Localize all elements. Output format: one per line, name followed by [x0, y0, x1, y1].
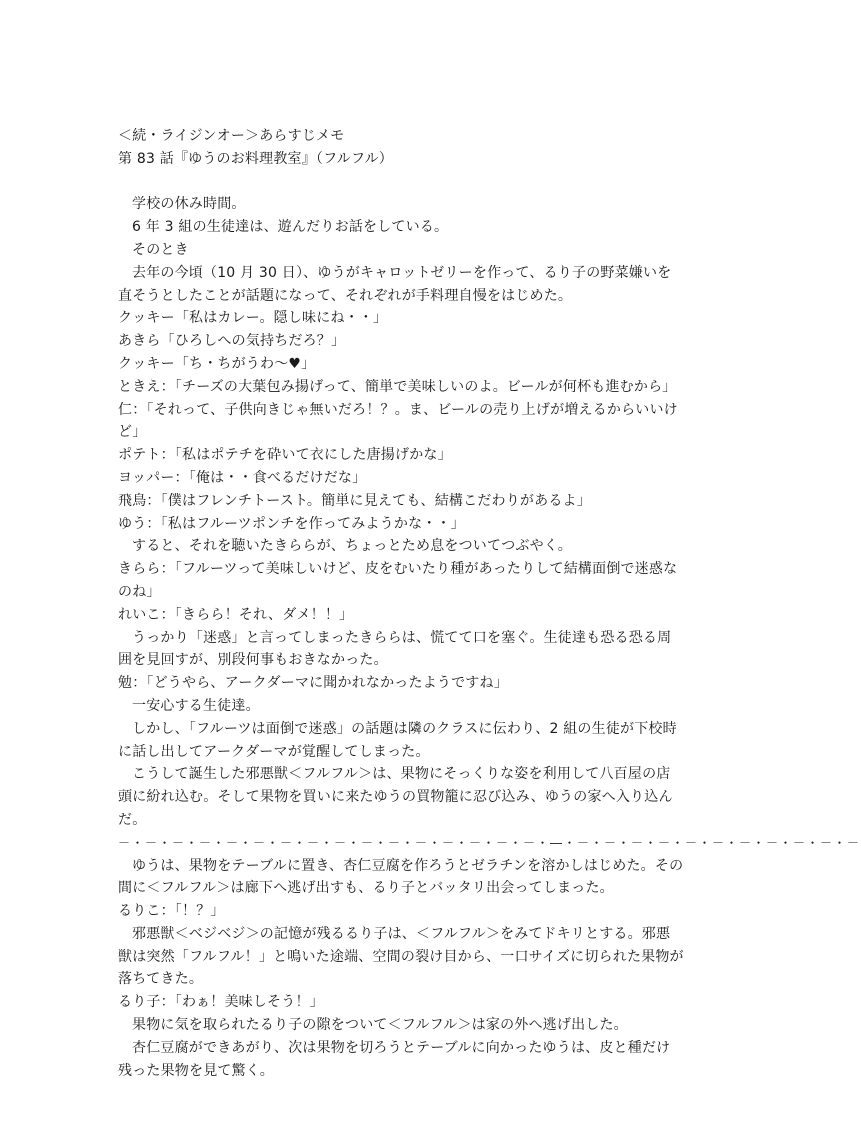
- paragraph: うっかり「迷惑」と言ってしまったきららは、慌てて口を塞ぐ。生徒達も恐る恐る周囲を見回すが、別段何事もおきなかった。: [118, 629, 672, 669]
- paragraph: 一安心する生徒達。: [132, 697, 260, 714]
- paragraph: 果物に気を取られたるり子の隙をついて＜フルフル＞は家の外へ逃げ出した。: [132, 1017, 628, 1034]
- paragraph: そのとき: [132, 241, 189, 258]
- paragraph: ゆうは、果物をテーブルに置き、杏仁豆腐を作ろうとゼラチンを溶かしはじめた。その間に＜フルフル＞は廊下へ逃げ出すも、るり子とバッタリ出会ってしまった。: [118, 857, 684, 897]
- paragraph: 杏仁豆腐ができあがり、次は果物を切ろうとテーブルに向かったゆうは、皮と種だけ残った果物を見て驚く。: [118, 1039, 671, 1079]
- paragraph: クッキー「私はカレー。隠し味にね・・」: [118, 310, 388, 327]
- paragraph: クッキー「ち・ちがうわ～♥」: [118, 355, 316, 372]
- paragraph: しかし、「フルーツは面倒で迷惑」の話題は隣のクラスに伝わり、2 組の生徒が下校時に話し出してアークダーマが覚醒してしまった。: [118, 720, 677, 760]
- document-title: ＜続・ライジンオー＞あらすじメモ: [118, 128, 345, 144]
- paragraph: 飛鳥：「僕はフレンチトースト。簡単に見えても、結構こだわりがあるよ」: [118, 492, 591, 509]
- paragraph: ヨッパー：「俺は・・食べるだけだな」: [118, 469, 367, 486]
- document-body: [118, 125, 861, 1082]
- paragraph: 仁：「それって、子供向きじゃ無いだろ！？。ま、ビールの売り上げが増えるからいいけど」: [118, 401, 678, 441]
- synopsis-section-1: [118, 193, 684, 831]
- paragraph: ときえ：「チーズの大葉包み揚げって、簡単で美味しいのよ。ビールが何杯も進むから」: [118, 378, 677, 395]
- section-divider: －・－・－・－・－・－・－・－・－・－・－・－・－・－・－・－・―・－・－・－・－・－・－・－・－・－・－・－: [118, 835, 861, 850]
- paragraph: 邪悪獣＜ベジベジ＞の記憶が残るるり子は、＜フルフル＞をみてドキリとする。邪悪獣は突然「フルフル！」と鳴いた途端、空間の裂け目から、一口サイズに切られた果物が落ちてきた。: [118, 925, 684, 988]
- paragraph: 学校の休み時間。: [132, 196, 246, 213]
- paragraph: きらら：「フルーツって美味しいけど、皮をむいたり種があったりして結構面倒で迷惑なのね」: [118, 561, 678, 600]
- blank-line: [118, 171, 684, 194]
- paragraph: ゆう：「私はフルーツポンチを作ってみようかな・・」: [118, 515, 465, 532]
- paragraph: こうして誕生した邪悪獣＜フルフル＞は、果物にそっくりな姿を利用して八百屋の店頭に紛れ込む。そして果物を買いに来たゆうの買物籠に忍び込み、ゆうの家へ入り込んだ。: [118, 766, 673, 828]
- episode-heading: 第 83 話『ゆうのお料理教室』（フルフル）: [118, 150, 393, 167]
- paragraph: ポテト：「私はポテチを砕いて衣にした唐揚げかな」: [118, 447, 452, 464]
- paragraph: るり子：「わぁ！美味しそう！」: [118, 994, 324, 1011]
- paragraph: 勉：「どうやら、アークダーマに聞かれなかったようですね」: [118, 675, 508, 692]
- synopsis-section-2: [118, 855, 684, 1083]
- paragraph: すると、それを聴いたきららが、ちょっとため息をついてつぶやく。: [132, 538, 572, 555]
- paragraph: あきら「ひろしへの気持ちだろ？」: [118, 333, 346, 350]
- paragraph: るりこ：「！？」: [118, 903, 225, 920]
- paragraph: 去年の今頃（10 月 30 日）、ゆうがキャロットゼリーを作って、るり子の野菜嫌いを直そうとしたことが話題になって、それぞれが手料理自慢をはじめた。: [118, 264, 672, 304]
- paragraph: れいこ：「きらら！それ、ダメ！！」: [118, 606, 354, 623]
- paragraph: 6 年 3 組の生徒達は、遊んだりお話をしている。: [132, 219, 449, 236]
